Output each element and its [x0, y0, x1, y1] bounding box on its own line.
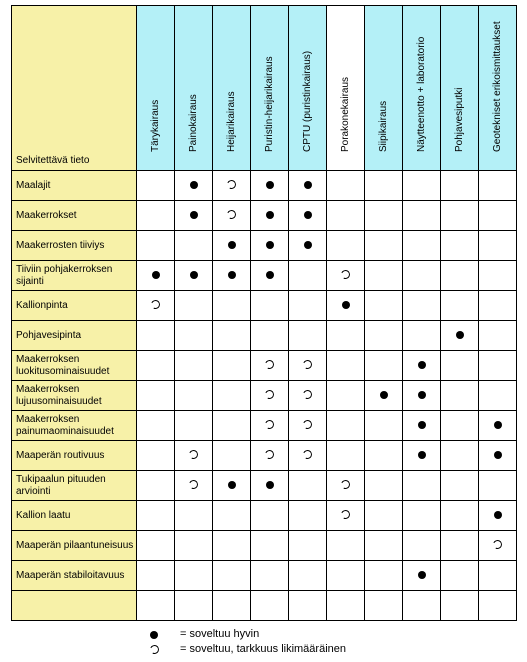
table-row	[12, 501, 517, 531]
table-row	[12, 261, 517, 291]
table-row	[12, 321, 517, 351]
full-dot-icon	[418, 361, 426, 369]
table-row	[12, 381, 517, 411]
matrix-cell	[213, 411, 251, 441]
matrix-cell	[251, 321, 289, 351]
matrix-cell	[213, 231, 251, 261]
full-dot-icon	[304, 181, 312, 189]
matrix-cell	[365, 321, 403, 351]
table-row	[12, 351, 517, 381]
matrix-cell	[289, 411, 327, 441]
matrix-cell	[441, 351, 479, 381]
method-header-label: CPTU (puristinkairaus)	[301, 50, 313, 152]
matrix-cell	[441, 501, 479, 531]
full-dot-icon	[494, 511, 502, 519]
matrix-cell	[175, 291, 213, 321]
matrix-cell	[289, 291, 327, 321]
matrix-cell	[441, 531, 479, 561]
matrix-cell	[327, 171, 365, 201]
legend-full	[150, 627, 346, 642]
matrix-cell	[441, 171, 479, 201]
row-label: Maakerroksen luokitusominaisuudet	[12, 351, 137, 381]
suitability-matrix-wrapper	[11, 5, 517, 621]
matrix-cell	[441, 561, 479, 591]
matrix-cell	[137, 531, 175, 561]
matrix-cell	[137, 381, 175, 411]
matrix-cell	[479, 171, 517, 201]
matrix-cell	[327, 501, 365, 531]
matrix-cell	[365, 381, 403, 411]
full-dot-icon	[418, 391, 426, 399]
matrix-cell	[403, 321, 441, 351]
method-header	[479, 6, 517, 171]
matrix-cell	[213, 561, 251, 591]
half-circle-icon	[226, 208, 238, 220]
matrix-cell	[289, 561, 327, 591]
matrix-cell	[251, 231, 289, 261]
matrix-cell	[289, 201, 327, 231]
matrix-cell	[137, 561, 175, 591]
matrix-cell	[365, 231, 403, 261]
full-dot-icon	[380, 391, 388, 399]
matrix-cell	[441, 261, 479, 291]
matrix-cell	[251, 261, 289, 291]
matrix-cell	[441, 591, 479, 621]
matrix-cell	[251, 471, 289, 501]
half-circle-icon	[340, 478, 352, 490]
row-label: Tiiviin pohjakerroksen sijainti	[12, 261, 137, 291]
matrix-cell	[365, 351, 403, 381]
matrix-cell	[403, 471, 441, 501]
method-header	[175, 6, 213, 171]
full-dot-icon	[266, 181, 274, 189]
matrix-cell	[479, 291, 517, 321]
half-circle-icon	[302, 418, 314, 430]
matrix-cell	[441, 291, 479, 321]
matrix-cell	[403, 381, 441, 411]
method-header-label: Geotekniset erikoismittaukset	[491, 21, 503, 152]
legend-half	[150, 642, 346, 657]
full-dot-icon	[228, 271, 236, 279]
method-header-label: Heijarikairaus	[225, 91, 237, 152]
matrix-cell	[137, 501, 175, 531]
half-circle-icon	[264, 388, 276, 400]
table-row	[12, 231, 517, 261]
full-dot-icon	[150, 631, 158, 639]
matrix-cell	[175, 381, 213, 411]
matrix-cell	[137, 261, 175, 291]
matrix-cell	[289, 471, 327, 501]
method-header	[137, 6, 175, 171]
matrix-cell	[479, 561, 517, 591]
method-header	[213, 6, 251, 171]
half-circle-icon	[264, 358, 276, 370]
matrix-cell	[137, 591, 175, 621]
method-header-label: Painokairaus	[187, 94, 199, 152]
matrix-cell	[251, 411, 289, 441]
matrix-cell	[327, 351, 365, 381]
matrix-cell	[327, 321, 365, 351]
matrix-cell	[175, 321, 213, 351]
matrix-cell	[289, 441, 327, 471]
method-header	[251, 6, 289, 171]
matrix-cell	[213, 201, 251, 231]
matrix-cell	[403, 201, 441, 231]
matrix-cell	[479, 411, 517, 441]
matrix-cell	[175, 171, 213, 201]
matrix-cell	[251, 201, 289, 231]
matrix-cell	[137, 171, 175, 201]
full-dot-icon	[418, 571, 426, 579]
matrix-cell	[289, 501, 327, 531]
matrix-cell	[137, 351, 175, 381]
matrix-cell	[479, 441, 517, 471]
table-row	[12, 171, 517, 201]
full-dot-icon	[266, 211, 274, 219]
table-row	[12, 591, 517, 621]
matrix-cell	[479, 201, 517, 231]
matrix-cell	[213, 591, 251, 621]
full-dot-icon	[494, 421, 502, 429]
matrix-cell	[365, 411, 403, 441]
matrix-cell	[365, 591, 403, 621]
matrix-cell	[213, 531, 251, 561]
matrix-cell	[251, 561, 289, 591]
full-dot-icon	[190, 181, 198, 189]
row-label: Pohjavesipinta	[12, 321, 137, 351]
full-dot-icon	[190, 271, 198, 279]
method-header-label: Siipikairaus	[377, 100, 389, 152]
matrix-cell	[441, 471, 479, 501]
half-circle-icon	[302, 388, 314, 400]
corner-label: Selvitettävä tieto	[12, 6, 137, 171]
matrix-cell	[213, 171, 251, 201]
legend	[150, 627, 346, 657]
matrix-cell	[251, 381, 289, 411]
matrix-cell	[327, 261, 365, 291]
half-circle-icon	[340, 268, 352, 280]
row-label: Maaperän pilaantuneisuus	[12, 531, 137, 561]
full-dot-icon	[304, 241, 312, 249]
matrix-cell	[137, 201, 175, 231]
matrix-cell	[289, 351, 327, 381]
matrix-cell	[175, 351, 213, 381]
full-dot-icon	[266, 481, 274, 489]
row-label: Maalajit	[12, 171, 137, 201]
row-label: Maakerroksen painumaominaisuudet	[12, 411, 137, 441]
matrix-cell	[365, 171, 403, 201]
matrix-cell	[327, 201, 365, 231]
matrix-cell	[403, 261, 441, 291]
matrix-cell	[403, 231, 441, 261]
full-dot-icon	[304, 211, 312, 219]
table-row	[12, 561, 517, 591]
half-circle-icon	[340, 508, 352, 520]
method-header-label: Porakonekairaus	[339, 76, 351, 152]
matrix-cell	[365, 261, 403, 291]
matrix-cell	[403, 531, 441, 561]
matrix-cell	[365, 441, 403, 471]
table-row	[12, 411, 517, 441]
matrix-cell	[441, 441, 479, 471]
matrix-cell	[213, 441, 251, 471]
matrix-cell	[175, 501, 213, 531]
matrix-cell	[403, 351, 441, 381]
table-row	[12, 291, 517, 321]
matrix-cell	[175, 591, 213, 621]
matrix-cell	[479, 471, 517, 501]
matrix-cell	[251, 351, 289, 381]
matrix-cell	[137, 471, 175, 501]
matrix-cell	[327, 471, 365, 501]
method-header	[441, 6, 479, 171]
matrix-cell	[289, 171, 327, 201]
method-header-label: Tärykairaus	[149, 99, 161, 152]
full-dot-icon	[190, 211, 198, 219]
matrix-cell	[327, 531, 365, 561]
matrix-cell	[403, 441, 441, 471]
half-circle-icon	[188, 478, 200, 490]
matrix-cell	[251, 441, 289, 471]
matrix-cell	[137, 321, 175, 351]
full-dot-icon	[342, 301, 350, 309]
matrix-cell	[365, 561, 403, 591]
matrix-cell	[175, 411, 213, 441]
half-circle-icon	[264, 418, 276, 430]
matrix-cell	[213, 471, 251, 501]
legend-full-label: = soveltuu hyvin	[180, 628, 260, 640]
full-dot-icon	[456, 331, 464, 339]
row-label: Maakerrosten tiiviys	[12, 231, 137, 261]
half-circle-icon	[149, 644, 161, 656]
row-label: Maakerroksen lujuusominaisuudet	[12, 381, 137, 411]
row-label: Tukipaalun pituuden arviointi	[12, 471, 137, 501]
matrix-cell	[479, 261, 517, 291]
full-dot-icon	[266, 271, 274, 279]
matrix-cell	[175, 201, 213, 231]
half-circle-icon	[302, 358, 314, 370]
matrix-cell	[365, 291, 403, 321]
matrix-cell	[441, 231, 479, 261]
table-row	[12, 441, 517, 471]
matrix-cell	[479, 531, 517, 561]
matrix-cell	[327, 291, 365, 321]
matrix-cell	[251, 291, 289, 321]
matrix-cell	[137, 291, 175, 321]
matrix-cell	[175, 561, 213, 591]
matrix-cell	[441, 201, 479, 231]
full-dot-icon	[228, 241, 236, 249]
table-row	[12, 471, 517, 501]
matrix-cell	[479, 501, 517, 531]
row-label: Maaperän routivuus	[12, 441, 137, 471]
method-header	[289, 6, 327, 171]
half-circle-icon	[188, 448, 200, 460]
matrix-cell	[441, 381, 479, 411]
matrix-cell	[175, 531, 213, 561]
half-circle-icon	[150, 298, 162, 310]
full-dot-icon	[418, 451, 426, 459]
full-dot-icon	[418, 421, 426, 429]
matrix-cell	[251, 531, 289, 561]
suitability-matrix	[11, 5, 517, 621]
method-header-label: Puristin-heijarikairaus	[263, 56, 275, 152]
matrix-cell	[365, 531, 403, 561]
matrix-cell	[289, 531, 327, 561]
matrix-cell	[213, 261, 251, 291]
row-label: Maakerrokset	[12, 201, 137, 231]
matrix-cell	[213, 351, 251, 381]
full-dot-icon	[152, 271, 160, 279]
row-label: Kallion laatu	[12, 501, 137, 531]
matrix-cell	[479, 591, 517, 621]
row-label: Kallionpinta	[12, 291, 137, 321]
matrix-cell	[137, 411, 175, 441]
method-header	[365, 6, 403, 171]
half-circle-icon	[492, 538, 504, 550]
matrix-cell	[403, 501, 441, 531]
matrix-cell	[251, 591, 289, 621]
matrix-cell	[213, 501, 251, 531]
matrix-cell	[365, 501, 403, 531]
matrix-cell	[213, 291, 251, 321]
half-circle-icon	[226, 178, 238, 190]
matrix-cell	[251, 171, 289, 201]
matrix-cell	[479, 351, 517, 381]
matrix-cell	[213, 381, 251, 411]
method-header	[327, 6, 365, 171]
matrix-cell	[327, 411, 365, 441]
full-dot-icon	[494, 451, 502, 459]
matrix-cell	[327, 591, 365, 621]
method-header	[403, 6, 441, 171]
matrix-cell	[137, 231, 175, 261]
table-row	[12, 531, 517, 561]
matrix-cell	[479, 231, 517, 261]
matrix-cell	[479, 321, 517, 351]
matrix-cell	[403, 171, 441, 201]
matrix-cell	[137, 441, 175, 471]
matrix-cell	[175, 441, 213, 471]
legend-half-label: = soveltuu, tarkkuus likimääräinen	[180, 643, 346, 655]
matrix-cell	[327, 561, 365, 591]
matrix-cell	[289, 591, 327, 621]
matrix-cell	[327, 441, 365, 471]
matrix-cell	[289, 381, 327, 411]
matrix-cell	[175, 231, 213, 261]
header-row	[12, 6, 517, 171]
row-label	[12, 591, 137, 621]
row-label: Maaperän stabiloitavuus	[12, 561, 137, 591]
matrix-cell	[479, 381, 517, 411]
method-header-label: Näytteenotto + laboratorio	[415, 36, 427, 152]
matrix-cell	[327, 381, 365, 411]
matrix-cell	[327, 231, 365, 261]
matrix-cell	[251, 501, 289, 531]
matrix-cell	[441, 411, 479, 441]
matrix-cell	[403, 561, 441, 591]
matrix-cell	[213, 321, 251, 351]
full-dot-icon	[228, 481, 236, 489]
half-circle-icon	[302, 448, 314, 460]
matrix-cell	[289, 231, 327, 261]
matrix-cell	[403, 291, 441, 321]
full-dot-icon	[266, 241, 274, 249]
matrix-cell	[289, 261, 327, 291]
half-circle-icon	[264, 448, 276, 460]
matrix-cell	[175, 471, 213, 501]
matrix-cell	[403, 591, 441, 621]
matrix-cell	[403, 411, 441, 441]
matrix-cell	[441, 321, 479, 351]
table-row	[12, 201, 517, 231]
matrix-cell	[365, 471, 403, 501]
matrix-cell	[175, 261, 213, 291]
matrix-cell	[289, 321, 327, 351]
method-header-label: Pohjavesiputki	[453, 87, 465, 152]
matrix-cell	[365, 201, 403, 231]
